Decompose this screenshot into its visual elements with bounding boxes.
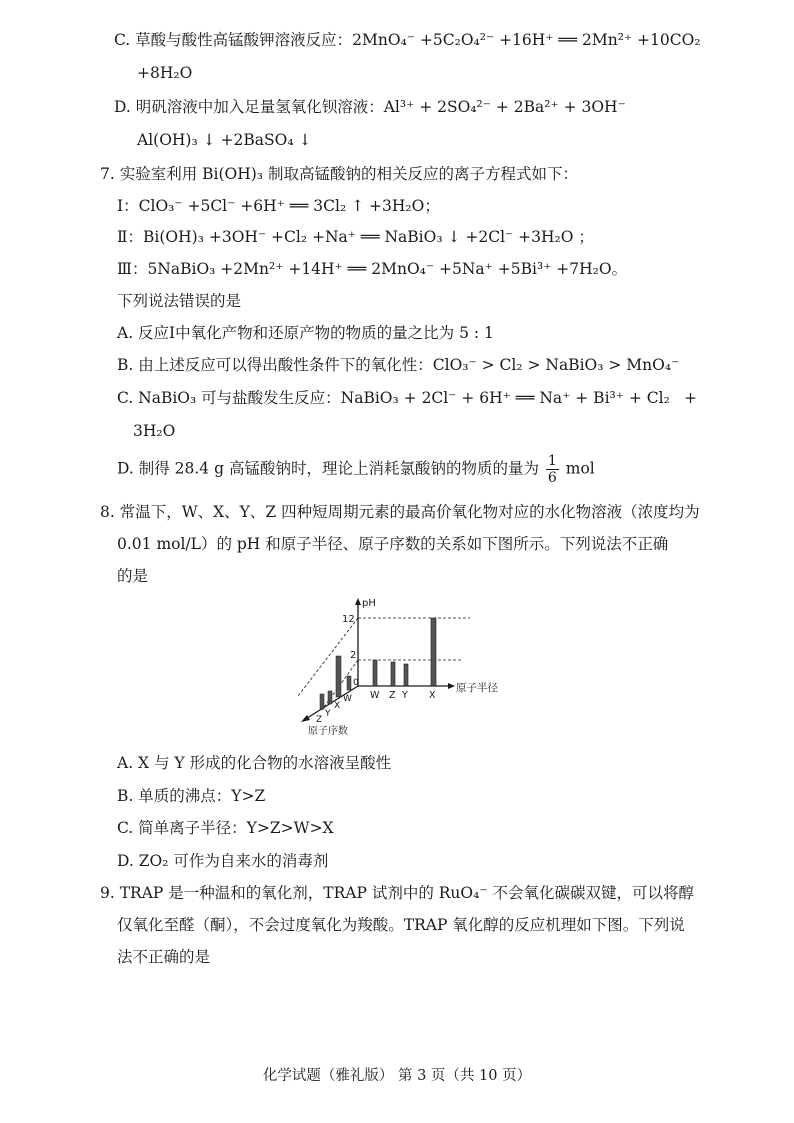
q7-prompt: 下列说法错误的是: [117, 292, 242, 310]
q7-option-d-unit: mol: [565, 459, 595, 478]
bar-y: [404, 664, 408, 686]
q8-option-d: D. ZO₂ 可作为自来水的消毒剂: [117, 852, 329, 870]
depth-label-y: Y: [325, 709, 331, 719]
q7-option-c-line2: 3H₂O: [133, 422, 176, 440]
q7-option-b: B. 由上述反应可以得出酸性条件下的氧化性：ClO₃⁻ > Cl₂ > NaBiO₃ > MnO₄⁻: [117, 356, 680, 374]
q8-stem-line2: 0.01 mol/L）的 pH 和原子半径、原子序数的关系如下图所示。下列说法不正确: [117, 535, 669, 553]
q9-stem-line1: 9. TRAP 是一种温和的氧化剂，TRAP 试剂中的 RuO₄⁻ 不会氧化碳碳双键，可以将醇: [100, 884, 694, 902]
q7-option-c-plus: +: [684, 389, 697, 407]
bar-z: [391, 662, 395, 686]
ph-axis-arrow: [355, 598, 361, 605]
depth-bar-z: [320, 694, 324, 709]
q8-stem-line3: 的是: [117, 567, 149, 585]
tick-2: 2: [350, 650, 357, 661]
tick-12: 12: [342, 614, 355, 625]
q7-option-d-text: D. 制得 28.4 g 高锰酸钠时，理论上消耗氯酸钠的物质的量为: [117, 459, 539, 478]
q6-option-c-line2: +8H₂O: [137, 64, 193, 82]
q9-stem-line2: 仅氧化至醛（酮），不会过度氧化为羧酸。TRAP 氧化醇的反应机理如下图。下列说: [117, 916, 685, 934]
q8-option-c: C. 简单离子半径：Y>Z>W>X: [117, 819, 334, 837]
q7-equation-1: Ⅰ：ClO₃⁻ +5Cl⁻ +6H⁺ ══ 3Cl₂ ↑ +3H₂O；: [117, 197, 440, 215]
depth-bar-x: [336, 656, 341, 697]
x-label-y: Y: [402, 690, 408, 701]
fraction-numerator: 1: [547, 453, 557, 469]
depth-label-w: W: [343, 694, 352, 704]
q7-equation-2: Ⅱ：Bi(OH)₃ +3OH⁻ +Cl₂ +Na⁺ ══ NaBiO₃ ↓ +2Cl⁻ +3H₂O ；: [117, 228, 594, 246]
depth-bar-y: [328, 691, 332, 704]
atomic-number-axis-arrow: [301, 715, 310, 722]
depth-bar-w: [347, 676, 351, 690]
ph-axis-label: pH: [362, 598, 376, 609]
q7-option-d: [117, 453, 595, 486]
q6-option-d-line2: Al(OH)₃ ↓ +2BaSO₄ ↓: [137, 131, 312, 149]
q8-ph-figure: [292, 592, 532, 742]
x-label-x: X: [429, 690, 436, 701]
page-footer: 化学试题（雅礼版） 第 3 页（共 10 页）: [262, 1068, 532, 1084]
bar-w: [373, 660, 377, 686]
q9-stem-line3: 法不正确的是: [117, 948, 211, 966]
q6-option-c-line1: C. 草酸与酸性高锰酸钾溶液反应：2MnO₄⁻ +5C₂O₄²⁻ +16H⁺ ══ 2Mn²⁺ +10CO₂: [114, 31, 701, 49]
fraction: [546, 453, 559, 486]
atomic-number-axis-label: 原子序数: [308, 726, 348, 737]
depth-label-x: X: [334, 701, 341, 711]
q8-option-a: A. X 与 Y 形成的化合物的水溶液呈酸性: [117, 754, 392, 772]
q7-stem: 7. 实验室利用 Bi(OH)₃ 制取高锰酸钠的相关反应的离子方程式如下：: [100, 165, 578, 183]
q6-option-d-line1: D. 明矾溶液中加入足量氢氧化钡溶液：Al³⁺ + 2SO₄²⁻ + 2Ba²⁺ + 3OH⁻: [114, 98, 626, 116]
depth-label-z: Z: [316, 715, 323, 725]
q8-stem-line1: 8. 常温下，W、X、Y、Z 四种短周期元素的最高价氧化物对应的水化物溶液（浓度均为: [100, 503, 700, 521]
radius-axis-label: 原子半径: [456, 682, 498, 694]
q7-option-c-line1: C. NaBiO₃ 可与盐酸发生反应：NaBiO₃ + 2Cl⁻ + 6H⁺ ══ Na⁺ + Bi³⁺ + Cl₂: [117, 389, 670, 407]
radius-axis-arrow: [448, 683, 455, 689]
x-label-z: Z: [389, 690, 396, 701]
origin-label: 0: [353, 678, 359, 688]
x-label-w: W: [370, 690, 380, 701]
q8-option-b: B. 单质的沸点：Y>Z: [117, 787, 266, 805]
q7-equation-3: Ⅲ：5NaBiO₃ +2Mn²⁺ +14H⁺ ══ 2MnO₄⁻ +5Na⁺ +5Bi³⁺ +7H₂O。: [117, 260, 628, 278]
fraction-denominator: 6: [547, 470, 557, 486]
q7-option-a: A. 反应Ⅰ中氧化产物和还原产物的物质的量之比为 5 : 1: [117, 324, 494, 342]
bar-x: [431, 618, 436, 686]
